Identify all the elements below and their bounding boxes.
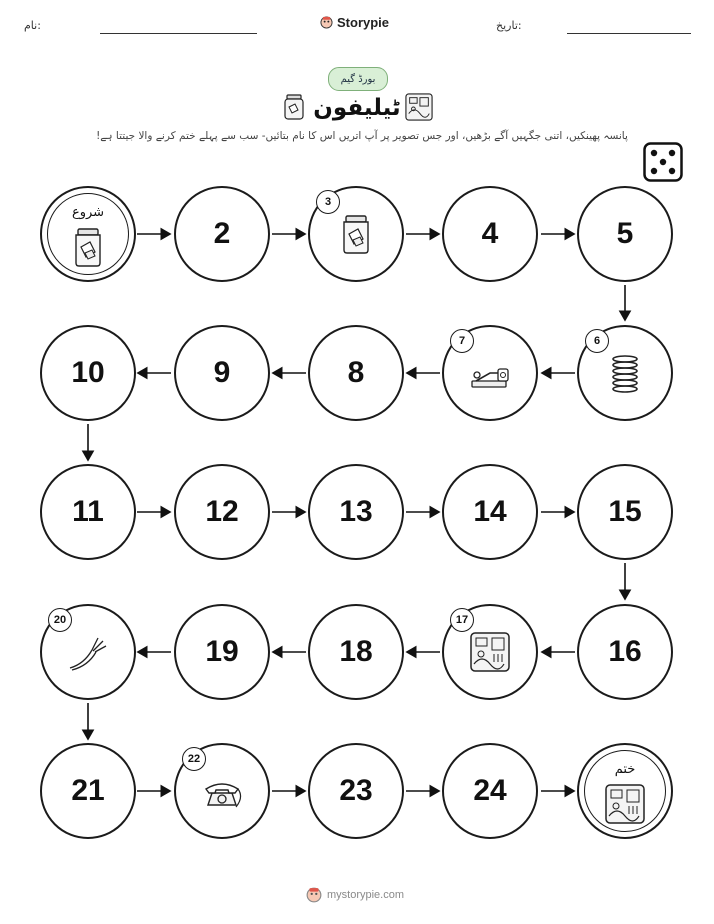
start-space <box>40 186 136 282</box>
wires-icon <box>66 630 110 674</box>
storypie-mascot-icon <box>306 887 322 903</box>
storypie-mascot-icon <box>320 16 333 29</box>
number-space <box>308 743 404 839</box>
space-number-tag: 7 <box>450 329 474 353</box>
space-number: 21 <box>71 774 105 807</box>
number-space <box>442 743 538 839</box>
number-space <box>308 604 404 700</box>
dice-icon <box>643 142 683 182</box>
number-space <box>577 464 673 560</box>
number-space <box>40 743 136 839</box>
date-label: تاریخ: <box>496 19 522 32</box>
footer <box>306 886 416 904</box>
telephone-icon <box>200 769 244 813</box>
space-number-tag: 3 <box>316 190 340 214</box>
space-number: 16 <box>608 635 642 668</box>
space-number: 10 <box>71 356 105 389</box>
finish-space <box>577 743 673 839</box>
space-number: 13 <box>339 495 373 528</box>
space-number: 18 <box>339 635 373 668</box>
number-space <box>174 186 270 282</box>
space-number: 5 <box>616 217 634 250</box>
number-space <box>577 186 673 282</box>
space-number: 11 <box>72 495 104 528</box>
space-number-tag: 6 <box>585 329 609 353</box>
instructions: پانسہ پھینکیں، اتنی جگہیں آگے بڑھیں، اور جس تصویر پر آپ اتریں اس کا نام بتائیں- سب سے پہلے ختم کرنے والا جیتتا ہے! <box>96 130 628 142</box>
spring-icon <box>603 351 647 395</box>
footer-url: mystorypie.com <box>327 889 405 901</box>
space-number: 19 <box>205 635 239 668</box>
space-number: 2 <box>213 217 231 250</box>
number-space <box>174 464 270 560</box>
space-number: 4 <box>481 217 499 250</box>
space-number: 23 <box>339 774 373 807</box>
space-number: 9 <box>213 356 231 389</box>
number-space <box>174 325 270 421</box>
number-space <box>442 464 538 560</box>
switchboard-icon <box>468 630 512 674</box>
name-label: نام: <box>24 19 41 32</box>
name-line <box>100 33 257 34</box>
number-space <box>40 325 136 421</box>
telegraph-key-icon <box>468 351 512 395</box>
space-number-tag: 22 <box>182 747 206 771</box>
space-number: 24 <box>473 774 507 807</box>
space-number: 14 <box>473 495 507 528</box>
switchboard-icon <box>603 782 647 826</box>
start-label: شروع <box>71 205 105 220</box>
date-line <box>567 33 691 34</box>
switchboard-icon <box>404 93 434 121</box>
jar-icon <box>334 212 378 256</box>
space-number: 12 <box>205 495 239 528</box>
jar-icon <box>66 225 110 269</box>
space-number-tag: 20 <box>48 608 72 632</box>
space-number-tag: 17 <box>450 608 474 632</box>
board-game-badge: بورڈ گیم <box>328 67 388 91</box>
number-space <box>577 604 673 700</box>
brand-name: Storypie <box>337 14 390 30</box>
end-label: ختم <box>614 762 636 777</box>
page-title: ٹیلیفون <box>313 95 401 121</box>
number-space <box>40 464 136 560</box>
space-number: 15 <box>608 495 642 528</box>
brand-logo <box>320 12 400 32</box>
number-space <box>308 325 404 421</box>
number-space <box>174 604 270 700</box>
number-space <box>442 186 538 282</box>
space-number: 8 <box>347 356 365 389</box>
number-space <box>308 464 404 560</box>
